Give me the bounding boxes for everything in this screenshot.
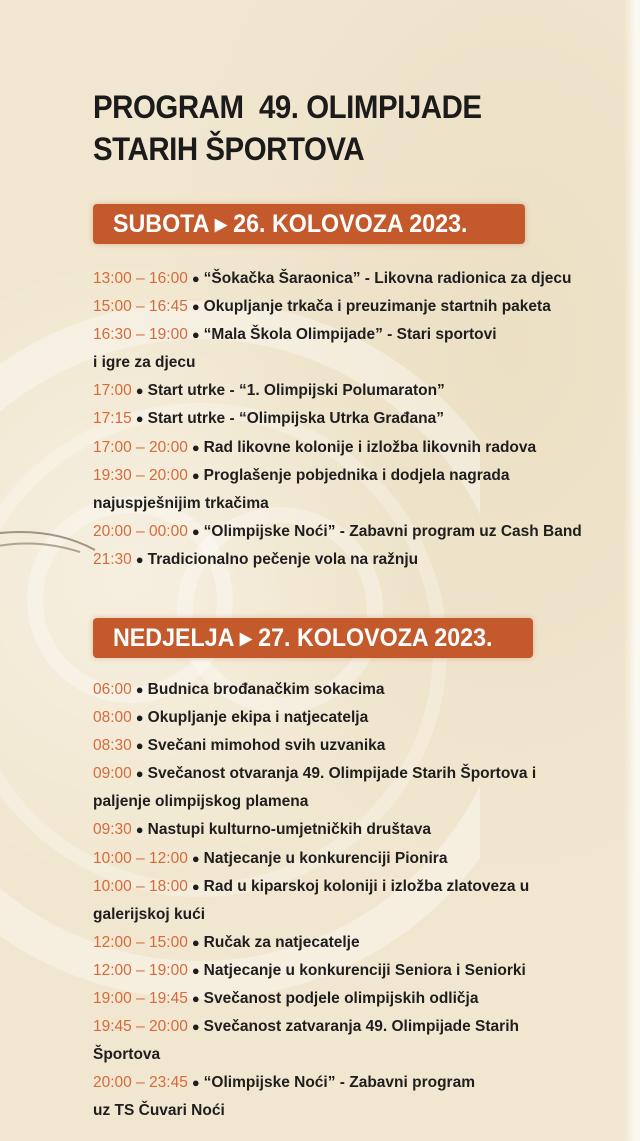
schedule-item-continuation: [93, 1041, 618, 1069]
schedule-item: [93, 321, 618, 349]
schedule-text: Rad likovne kolonije i izložba likovnih radova: [203, 438, 537, 456]
schedule-text: Budnica brođanačkim sokacima: [147, 681, 385, 698]
schedule-text: Natjecanje u konkurenciji Seniora i Seniorki: [203, 961, 526, 979]
schedule-time: 19:45 – 20:00: [93, 1018, 188, 1036]
schedule-time: 12:00 – 15:00: [93, 933, 188, 951]
schedule-item: [93, 957, 618, 985]
bullet-icon: ●: [191, 439, 200, 455]
schedule-item: [93, 518, 618, 546]
schedule-item: [93, 704, 618, 732]
bullet-icon: ●: [135, 822, 144, 838]
bullet-icon: ●: [135, 411, 144, 427]
day-banner-label: SUBOTA ▸ 26. KOLOVOZA 2023.: [113, 210, 468, 238]
schedule-time: 06:00: [93, 681, 132, 698]
schedule-text: Start utrke - “1. Olimpijski Polumaraton”: [147, 382, 445, 400]
bullet-icon: ●: [191, 934, 200, 950]
schedule-text: Svečanost podjele olimpijskih odličja: [203, 990, 479, 1008]
bullet-icon: ●: [135, 383, 144, 399]
schedule-text: “Šokačka Šaraonica” - Likovna radionica za djecu: [203, 270, 572, 287]
bullet-icon: ●: [191, 962, 200, 978]
title-line-1: PROGRAM 49. OLIMPIJADE: [93, 89, 482, 125]
schedule-text: Svečani mimohod svih uzvanika: [147, 737, 386, 755]
schedule-text: galerijskoj kući: [93, 905, 205, 923]
schedule-item-continuation: [93, 349, 618, 377]
schedule-time: 17:15: [93, 410, 132, 428]
bullet-icon: ●: [191, 1019, 200, 1035]
schedule-time: 09:30: [93, 821, 132, 839]
schedule-item: [93, 732, 618, 760]
page-edge: [624, 0, 640, 1141]
schedule-text: Proglašenje pobjednika i dodjela nagrada: [203, 466, 510, 484]
schedule-item: [93, 1069, 618, 1097]
schedule-text: Okupljanje trkača i preuzimanje startnih paketa: [203, 298, 551, 316]
bullet-icon: ●: [135, 682, 144, 697]
schedule-text: Rad u kiparskoj koloniji i izložba zlatoveza u: [203, 877, 530, 895]
schedule-item: [93, 873, 618, 901]
schedule-time: 09:00: [93, 765, 132, 783]
day-banner-sunday: [93, 618, 533, 658]
bullet-icon: ●: [135, 710, 144, 726]
schedule-time: 17:00: [93, 382, 132, 400]
schedule-text: uz TS Čuvari Noći: [93, 1102, 225, 1120]
schedule-text: Ručak za natjecatelje: [203, 933, 360, 951]
schedule-text: Športova: [93, 1046, 161, 1064]
page-title: [93, 86, 482, 170]
schedule-time: 17:00 – 20:00: [93, 438, 188, 456]
schedule-time: 16:30 – 19:00: [93, 326, 188, 344]
schedule-time: 20:00 – 23:45: [93, 1074, 188, 1092]
schedule-text: Svečanost zatvaranja 49. Olimpijade Starih: [203, 1018, 519, 1036]
schedule-text: paljenje olimpijskog plamena: [93, 793, 309, 811]
schedule-item: [93, 676, 618, 704]
schedule-item-continuation: [93, 1097, 618, 1125]
bullet-icon: ●: [191, 467, 200, 483]
bullet-icon: ●: [191, 327, 200, 343]
schedule-item: [93, 816, 618, 844]
schedule-item: [93, 434, 618, 462]
schedule-text: Nastupi kulturno-umjetničkih društava: [147, 821, 432, 839]
bullet-icon: ●: [191, 1075, 200, 1091]
schedule-time: 12:00 – 19:00: [93, 961, 188, 979]
schedule-item-continuation: [93, 901, 618, 929]
bullet-icon: ●: [191, 878, 200, 894]
schedule-item: [93, 405, 618, 433]
schedule-time: 08:30: [93, 737, 132, 755]
bullet-icon: ●: [135, 551, 144, 567]
schedule-item: [93, 265, 618, 293]
schedule-time: 20:00 – 00:00: [93, 522, 188, 540]
schedule-text: najuspješnijim trkačima: [93, 494, 269, 512]
schedule-time: 21:30: [93, 550, 132, 568]
bullet-icon: ●: [191, 991, 200, 1007]
schedule-item-continuation: [93, 490, 618, 518]
schedule-item: [93, 845, 618, 873]
schedule-time: 10:00 – 12:00: [93, 849, 188, 867]
bullet-icon: ●: [135, 766, 144, 782]
schedule-item: [93, 985, 618, 1013]
schedule-text: “Olimpijske Noći” - Zabavni program uz Cash Band: [203, 522, 582, 540]
schedule-time: 19:00 – 19:45: [93, 990, 188, 1008]
schedule-text: Natjecanje u konkurenciji Pionira: [203, 849, 448, 867]
schedule-text: “Olimpijske Noći” - Zabavni program: [203, 1074, 475, 1092]
schedule-text: Okupljanje ekipa i natjecatelja: [147, 709, 369, 727]
schedule-item: [93, 546, 618, 574]
bullet-icon: ●: [191, 850, 200, 866]
bullet-icon: ●: [191, 299, 200, 315]
schedule-list-sunday: [93, 676, 618, 1126]
schedule-text: “Mala Škola Olimpijade” - Stari sportovi: [203, 326, 497, 344]
schedule-text: Tradicionalno pečenje vola na ražnju: [147, 550, 419, 568]
schedule-item: [93, 377, 618, 405]
bullet-icon: ●: [191, 271, 200, 286]
bullet-icon: ●: [135, 738, 144, 754]
schedule-item-continuation: [93, 788, 618, 816]
schedule-time: 13:00 – 16:00: [93, 270, 188, 287]
schedule-item: [93, 929, 618, 957]
day-banner-label: NEDJELJA ▸ 27. KOLOVOZA 2023.: [113, 624, 493, 652]
schedule-time: 15:00 – 16:45: [93, 298, 188, 316]
schedule-time: 10:00 – 18:00: [93, 877, 188, 895]
schedule-item: [93, 1013, 618, 1041]
schedule-item: [93, 760, 618, 788]
schedule-time: 19:30 – 20:00: [93, 466, 188, 484]
schedule-time: 08:00: [93, 709, 132, 727]
day-banner-saturday: [93, 204, 525, 244]
bullet-icon: ●: [191, 523, 200, 539]
schedule-text: Svečanost otvaranja 49. Olimpijade Starih Športova i: [147, 765, 537, 783]
schedule-item: [93, 293, 618, 321]
title-line-2: STARIH ŠPORTOVA: [93, 131, 365, 167]
schedule-text: Start utrke - “Olimpijska Utrka Građana”: [147, 410, 444, 428]
schedule-text: i igre za djecu: [93, 354, 196, 372]
schedule-item: [93, 462, 618, 490]
schedule-list-saturday: [93, 265, 618, 574]
